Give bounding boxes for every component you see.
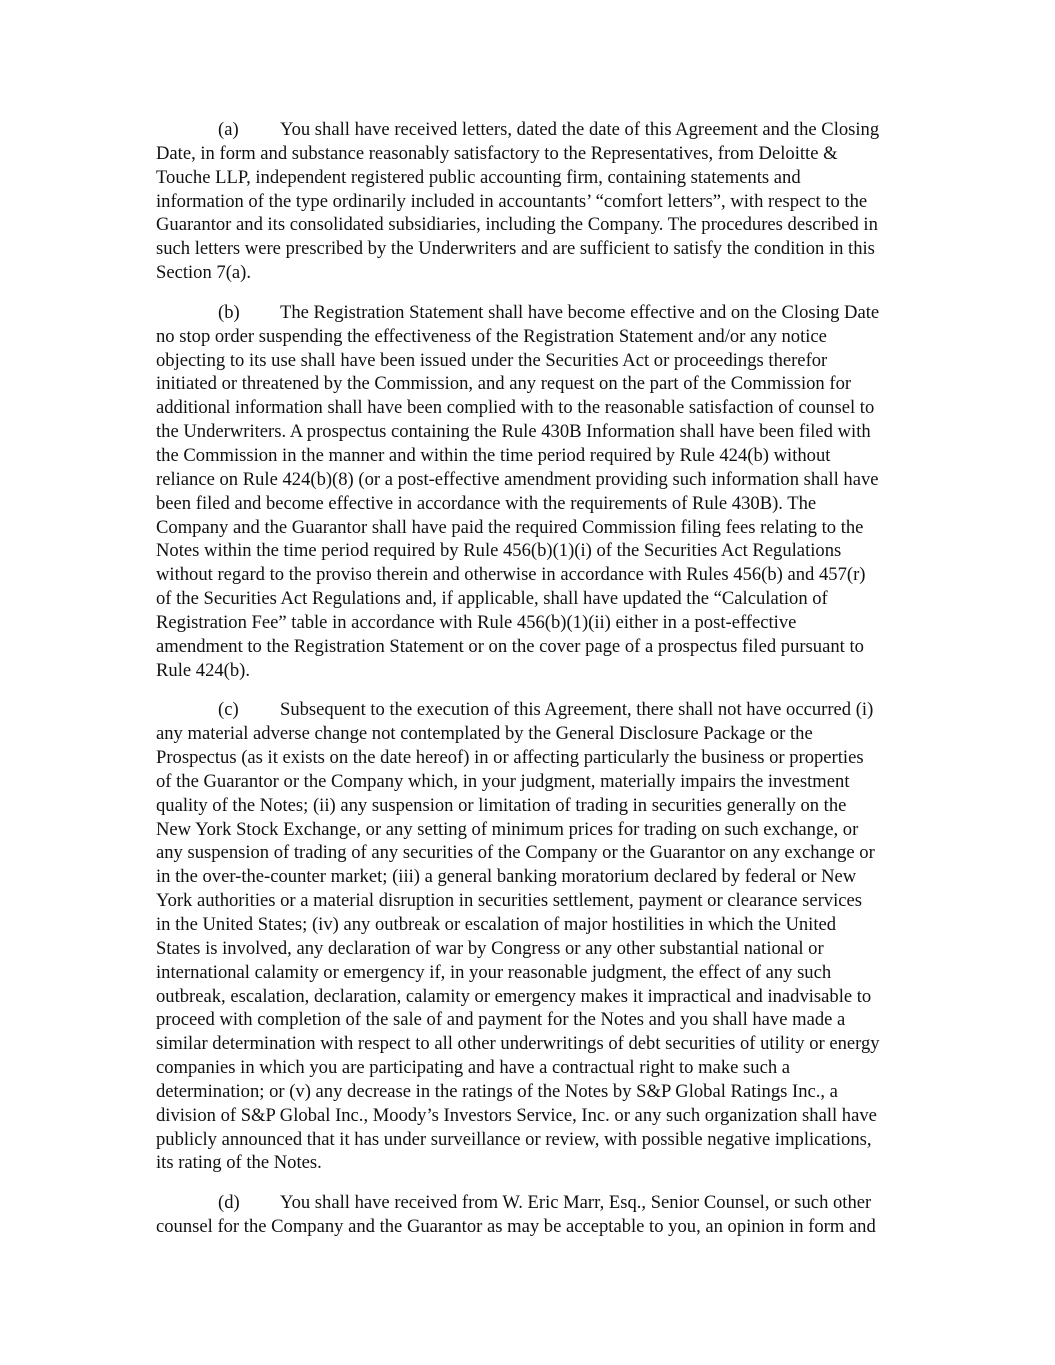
paragraph-line: any material adverse change not contemplated by the General Disclosure Package or the (156, 723, 813, 745)
paragraph-line: Prospectus (as it exists on the date hereof) in or affecting particularly the business or properties (156, 747, 864, 769)
paragraph-line: objecting to its use shall have been issued under the Securities Act or proceedings therefor (156, 349, 828, 371)
paragraph-line: information of the type ordinarily included in accountants’ “comfort letters”, with respect to the (156, 190, 868, 212)
paragraph-line: division of S&P Global Inc., Moody’s Investors Service, Inc. or any such organization shall have (156, 1104, 877, 1126)
paragraph-line: additional information shall have been complied with to the reasonable satisfaction of counsel to (156, 397, 875, 419)
paragraph-text: You shall have received letters, dated the date of this Agreement and the Closing (280, 119, 880, 140)
paragraph-line: initiated or threatened by the Commission, and any request on the part of the Commission for (156, 373, 852, 395)
paragraph-line: Touche LLP, independent registered public accounting firm, containing statements and (156, 166, 801, 188)
paragraph-line: counsel for the Company and the Guarantor as may be acceptable to you, an opinion in form and (156, 1216, 876, 1238)
paragraph-text: The Registration Statement shall have become effective and on the Closing Date (280, 301, 880, 323)
paragraph-line (156, 698, 962, 722)
paragraph-line: New York Stock Exchange, or any setting of minimum prices for trading on such exchange, or (156, 818, 859, 840)
paragraph-line: amendment to the Registration Statement or on the cover page of a prospectus filed pursuant to (156, 635, 864, 657)
paragraph-line: publicly announced that it has under surveillance or review, with possible negative implications, (156, 1128, 872, 1150)
paragraph-line: Rule 424(b). (156, 659, 250, 681)
paragraph-line: without regard to the proviso therein and otherwise in accordance with Rules 456(b) and 457(r) (156, 564, 866, 586)
paragraph-line: Notes within the time period required by Rule 456(b)(1)(i) of the Securities Act Regulations (156, 540, 842, 562)
paragraph-line: been filed and become effective in accordance with the requirements of Rule 430B). The (156, 492, 817, 514)
paragraph-line: Company and the Guarantor shall have paid the required Commission filing fees relating to the (156, 516, 864, 538)
paragraph-label: (c) (218, 699, 239, 721)
paragraph-line: the Commission in the manner and within the time period required by Rule 424(b) without (156, 444, 831, 466)
paragraph-c (156, 698, 962, 1175)
paragraph-b (156, 301, 962, 683)
paragraph-text: Subsequent to the execution of this Agreement, there shall not have occurred (i) (280, 699, 874, 721)
paragraph-line: similar determination with respect to all other underwritings of debt securities of utility or energy (156, 1033, 880, 1055)
paragraph-line: the Underwriters. A prospectus containing the Rule 430B Information shall have been filed with (156, 421, 871, 443)
paragraph-line: Registration Fee” table in accordance with Rule 456(b)(1)(ii) either in a post-effective (156, 611, 797, 633)
paragraph-line: any suspension of trading of any securities of the Company or the Guarantor on any exchange or (156, 842, 875, 864)
paragraph-line: in the over-the-counter market; (iii) a general banking moratorium declared by federal or New (156, 866, 857, 888)
paragraph-line: determination; or (v) any decrease in the ratings of the Notes by S&P Global Ratings Inc., a (156, 1080, 838, 1102)
paragraph-text: You shall have received from W. Eric Marr, Esq., Senior Counsel, or such other (280, 1192, 872, 1214)
paragraph-line: outbreak, escalation, declaration, calamity or emergency makes it impractical and inadvisable to (156, 985, 872, 1007)
paragraph-line: Guarantor and its consolidated subsidiaries, including the Company. The procedures described in (156, 214, 878, 236)
paragraph-line: States is involved, any declaration of war by Congress or any other substantial national or (156, 937, 824, 959)
paragraph-line: companies in which you are participating and have a contractual right to make such a (156, 1057, 791, 1079)
document-page (156, 118, 962, 1255)
paragraph-line: reliance on Rule 424(b)(8) (or a post-effective amendment providing such information shall have (156, 468, 879, 490)
paragraph-line (156, 301, 962, 325)
paragraph-d (156, 1191, 962, 1239)
paragraph-line: international calamity or emergency if, in your reasonable judgment, the effect of any such (156, 961, 832, 983)
paragraph-line: Section 7(a). (156, 262, 252, 284)
paragraph-line: proceed with completion of the sale of and payment for the Notes and you shall have made a (156, 1009, 846, 1031)
paragraph-line: quality of the Notes; (ii) any suspension or limitation of trading in securities generally on the (156, 794, 847, 816)
paragraph-label: (a) (218, 119, 239, 140)
paragraph-line: York authorities or a material disruption in securities settlement, payment or clearance services (156, 890, 862, 912)
paragraph-line: no stop order suspending the effectiveness of the Registration Statement and/or any notice (156, 325, 827, 347)
paragraph-line: of the Securities Act Regulations and, if applicable, shall have updated the “Calculation of (156, 588, 828, 610)
paragraph-line (156, 1191, 962, 1215)
paragraph-line: in the United States; (iv) any outbreak or escalation of major hostilities in which the United (156, 914, 837, 935)
paragraph-line (156, 118, 962, 142)
paragraph-line: such letters were prescribed by the Underwriters and are sufficient to satisfy the condition in this (156, 238, 875, 260)
paragraph-label: (b) (218, 301, 240, 323)
paragraph-line: Date, in form and substance reasonably satisfactory to the Representatives, from Deloitte & (156, 142, 838, 164)
paragraph-a (156, 118, 962, 285)
paragraph-label: (d) (218, 1192, 240, 1214)
paragraph-line: of the Guarantor or the Company which, in your judgment, materially impairs the investment (156, 770, 850, 792)
paragraph-line: its rating of the Notes. (156, 1152, 322, 1174)
